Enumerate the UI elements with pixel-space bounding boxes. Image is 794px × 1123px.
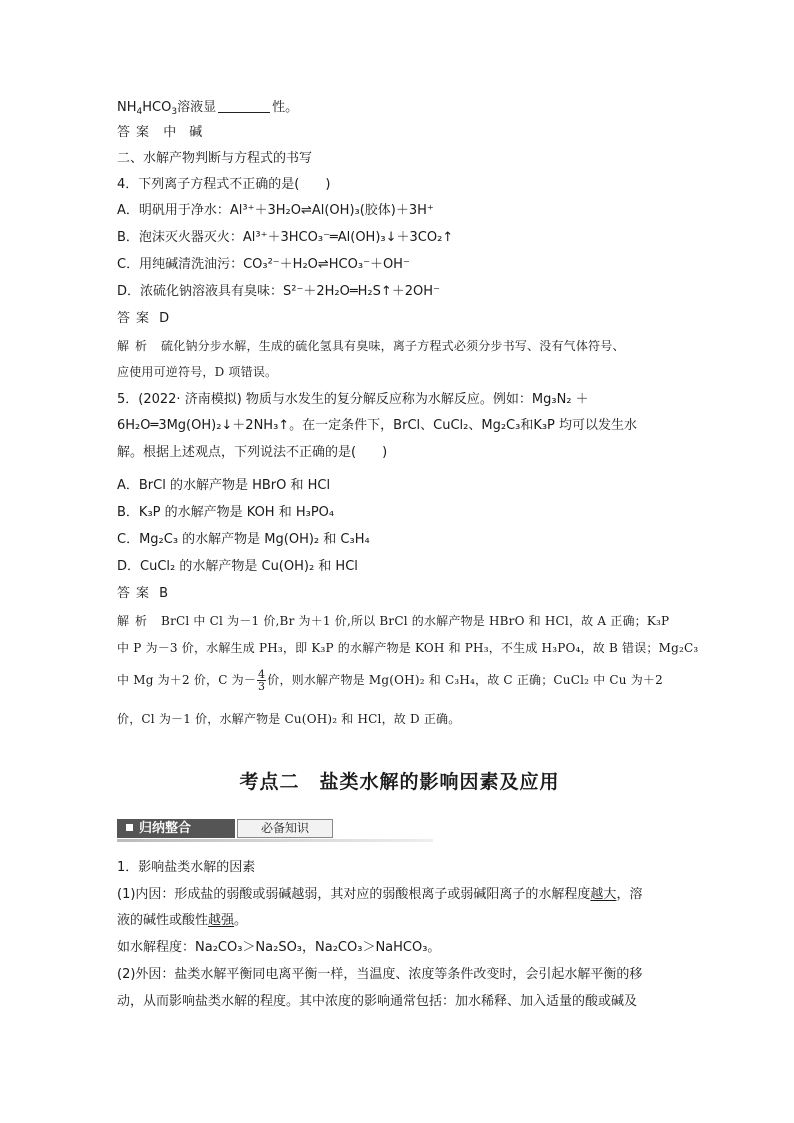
inner-text: ，溶 — [616, 887, 643, 902]
point1-heading: 1．影响盐类水解的因素 — [117, 860, 256, 875]
q4-option-d: D．浓硫化钠溶液具有臭味：S²⁻＋2H₂O═H₂S↑＋2OH⁻ — [117, 284, 440, 299]
q5-stem-3: 解。根据上述观点，下列说法不正确的是( ) — [117, 445, 388, 460]
inner-text: 液的碱性或酸性 — [117, 913, 209, 928]
q4-stem: 4．下列离子方程式不正确的是( ) — [117, 177, 331, 192]
underlined-answer: 越大 — [590, 887, 617, 902]
answer-label: 答案 — [117, 586, 156, 601]
answer-value: 中 碱 — [163, 125, 203, 140]
answer-label: 答案 — [117, 125, 156, 140]
q5-explain-2: 中 P 为－3 价，水解生成 PH₃，即 K₃P 的水解产物是 KOH 和 PH₃，不生成 H₃PO₄，故 B 错误；Mg₂C₃ — [117, 641, 699, 655]
answer-label: 答案 — [117, 311, 156, 326]
explain-text: 价，则水解产物是 Mg(OH)₂ 和 C₃H₄，故 C 正确；CuCl₂ 中 Cu 为＋2 — [267, 673, 663, 687]
inner-text: 。 — [234, 913, 248, 928]
q5-stem-1: 5．(2022· 济南模拟) 物质与水发生的复分解反应称为水解反应。例如：Mg₃N₂ ＋ — [117, 392, 589, 407]
answer-value: B — [159, 586, 169, 601]
explain-text: BrCl 中 Cl 为－1 价,Br 为＋1 价,所以 BrCl 的水解产物是 HBrO 和 HCl，故 A 正确；K₃P — [161, 614, 670, 628]
band-knowledge-tab: 必备知识 — [237, 819, 333, 838]
q5-explain-4: 价，Cl 为－1 价，水解产物是 Cu(OH)₂ 和 HCl，故 D 正确。 — [117, 712, 461, 726]
explain-label: 解析 — [117, 614, 154, 628]
underlined-answer: 越强 — [208, 913, 235, 928]
q5-option-a: A．BrCl 的水解产物是 HBrO 和 HCl — [117, 478, 331, 493]
q4-option-a: A．明矾用于净水：Al³⁺＋3H₂O⇌Al(OH)₃(胶体)＋3H⁺ — [117, 203, 434, 218]
point1-example: 如水解程度：Na₂CO₃＞Na₂SO₃，Na₂CO₃＞NaHCO₃。 — [117, 940, 441, 955]
q5-explain-3 — [117, 669, 663, 692]
q4-option-c: C．用纯碱清洗油污：CO₃²⁻＋H₂O⇌HCO₃⁻＋OH⁻ — [117, 257, 410, 272]
answer-blank — [218, 98, 270, 113]
q5-stem-2: 6H₂O═3Mg(OH)₂↓＋2NH₃↑。在一定条件下，BrCl、CuCl₂、Mg₂C₃和K₃P 均可以发生水 — [117, 418, 638, 433]
q5-option-c: C．Mg₂C₃ 的水解产物是 Mg(OH)₂ 和 C₃H₄ — [117, 532, 370, 547]
answer-value: D — [159, 311, 170, 326]
inner-text: (1)内因：形成盐的弱酸或弱碱越弱，其对应的弱酸根离子或弱碱阳离子的水解程度 — [117, 887, 591, 902]
section-band — [117, 819, 433, 839]
point1-inner-1 — [117, 885, 642, 905]
q5-option-b: B．K₃P 的水解产物是 KOH 和 H₃PO₄ — [117, 505, 335, 520]
fraction — [257, 669, 266, 692]
q4-explain-2: 应使用可逆符号，D 项错误。 — [117, 365, 278, 379]
q5-answer-line — [117, 584, 168, 604]
q5-option-d: D．CuCl₂ 的水解产物是 Cu(OH)₂ 和 HCl — [117, 559, 358, 574]
q5-explain-1 — [117, 611, 669, 631]
q4-answer-line — [117, 309, 169, 329]
point1-outer-2: 动，从而影响盐类水解的程度。其中浓度的影响通常包括：加水稀释、加入适量的酸或碱及 — [117, 994, 638, 1009]
section-title: 考点二 盐类水解的影响因素及应用 — [239, 771, 560, 793]
q3-text: 溶液显 — [177, 100, 217, 115]
fraction-numerator: 4 — [258, 668, 266, 681]
q3-text: HCO — [142, 100, 172, 115]
explain-label: 解析 — [117, 339, 154, 353]
fraction-denominator: 3 — [258, 680, 266, 693]
point1-inner-2 — [117, 911, 247, 931]
q3-text: 性。 — [272, 100, 299, 115]
explain-text: 硫化钠分步水解，生成的硫化氢具有臭味，离子方程式必须分步书写、没有气体符号、 — [161, 339, 625, 353]
explain-text: 中 Mg 为＋2 价，C 为－ — [117, 673, 257, 687]
q3-tail-line: $NH_4HCO_3$溶液显 性。 — [117, 100, 299, 117]
band-summary-tab — [117, 819, 235, 838]
point1-outer-1: (2)外因：盐类水解平衡同电离平衡一样，当温度、浓度等条件改变时，会引起水解平衡的移 — [117, 967, 643, 982]
section2-heading: 二、水解产物判断与方程式的书写 — [117, 151, 313, 166]
square-icon — [126, 824, 133, 831]
q3-answer-line — [117, 123, 202, 143]
band-dark-label: 归纳整合 — [139, 821, 192, 836]
q4-explain-1 — [117, 336, 625, 356]
q4-option-b: B．泡沫灭火器灭火：Al³⁺＋3HCO₃⁻═Al(OH)₃↓＋3CO₂↑ — [117, 230, 454, 245]
q3-text: NH — [117, 100, 137, 115]
band-underline — [117, 839, 433, 842]
